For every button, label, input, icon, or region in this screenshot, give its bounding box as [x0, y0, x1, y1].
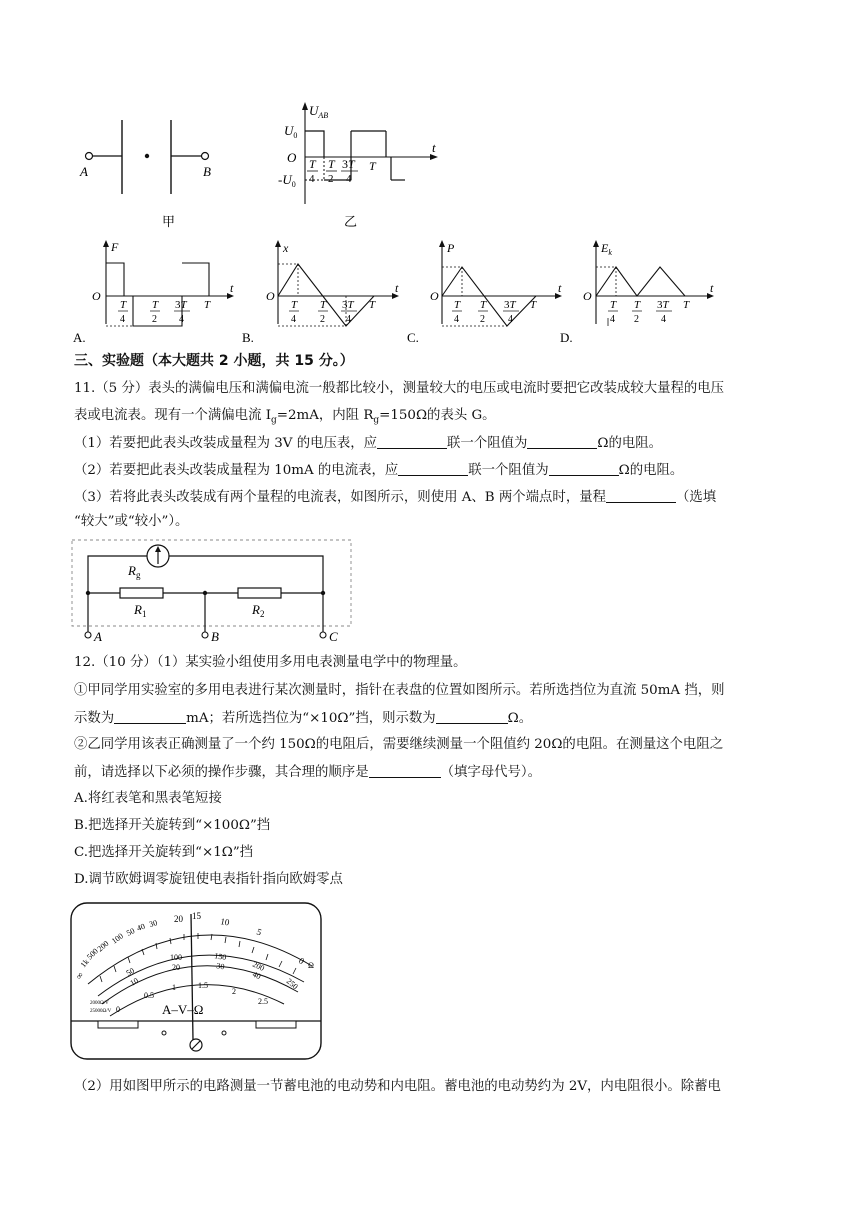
- mid-50: 50: [124, 965, 136, 978]
- option-d-t: t: [710, 281, 714, 295]
- ohm-5: 5: [255, 926, 263, 938]
- yi-pos-level: $U_0$: [284, 123, 298, 140]
- ohm-30: 30: [148, 918, 159, 929]
- option-d-tick1: T: [610, 299, 617, 311]
- option-b-tick1: T: [291, 299, 298, 311]
- answer-blank[interactable]: [377, 434, 447, 449]
- option-b-tick3-den: 4: [346, 314, 351, 325]
- ohm-1k: 1k: [78, 957, 91, 970]
- q11-intro-2: 表或电流表。现有一个满偏电流 $I_g=2mA$，内阻 $R_g=150\Omega$的表头 G。: [74, 408, 496, 426]
- yi-neg-level: $-U_0$: [278, 172, 296, 189]
- q11-part3: （3）若将此表头改装成有两个量程的电流表，如图所示，则使用 A、B 两个端点时，量程 （选填: [74, 490, 717, 505]
- answer-blank[interactable]: [114, 709, 186, 724]
- option-d-tick2-den: 2: [634, 314, 639, 325]
- option-b-t: t: [395, 281, 399, 295]
- option-c-tick4: T: [530, 299, 537, 311]
- ohm-200: 200: [95, 938, 111, 954]
- choice-b: B.把选择开关旋转到“×100Ω”挡: [74, 818, 271, 833]
- r2-label: $R_2$: [252, 602, 265, 619]
- ohm-100: 100: [109, 931, 125, 946]
- yi-y-axis: $U_{AB}$: [309, 103, 329, 120]
- option-d-tick2: T: [634, 299, 641, 311]
- terminal-c-label: C: [329, 629, 338, 644]
- option-a-tick1: T: [120, 299, 127, 311]
- ohm-symbol: Ω: [308, 961, 314, 970]
- section-heading: 三、实验题（本大题共 2 小题，共 15 分。）: [74, 353, 354, 369]
- option-c-tick3: 3T: [504, 299, 516, 311]
- terminal-a-label: A: [94, 629, 102, 644]
- q12-s2-line1: ②乙同学用该表正确测量了一个约 150Ω的电阻后，需要继续测量一个阻值约 20Ω的电阻。在测量这个电阻之: [74, 737, 724, 752]
- option-c-tick2-den: 2: [480, 314, 485, 325]
- answer-blank[interactable]: [527, 434, 597, 449]
- answer-blank[interactable]: [549, 461, 619, 476]
- option-d-y-axis: $E_k$: [601, 241, 612, 257]
- option-a-y-axis: F: [111, 240, 119, 254]
- choice-d: D.调节欧姆调零旋钮使电表指针指向欧姆零点: [74, 872, 343, 887]
- mid-100: 100: [170, 953, 182, 962]
- ohm-inf: ∞: [73, 970, 86, 982]
- option-c-letter: C.: [407, 330, 419, 345]
- ohm-0: 0: [296, 955, 307, 967]
- ohm-10: 10: [219, 916, 231, 928]
- q12-intro: 12.（10 分）（1）某实验小组使用多用电表测量电学中的物理量。: [74, 655, 467, 670]
- yi-tick-t4-den: 4: [309, 173, 315, 185]
- low-20: 20: [172, 963, 180, 972]
- option-b-letter: B.: [242, 330, 254, 345]
- r1-label: $R_1$: [134, 602, 147, 619]
- mid-250: 250: [284, 976, 300, 992]
- q11-part2: （2）若要把此表头改装成量程为 10mA 的电流表，应 联一个阻值为 Ω的电阻。: [74, 463, 684, 478]
- q11-part3-cont: “较大”或“较小”）。: [74, 514, 189, 529]
- point-a-label: A: [80, 164, 88, 179]
- option-graphs: [70, 236, 730, 348]
- rg-label: $R_g$: [128, 563, 141, 580]
- q11-part1: （1）若要把此表头改装成量程为 3V 的电压表，应 联一个阻值为 Ω的电阻。: [74, 436, 663, 451]
- yi-tick-t2: T: [328, 157, 335, 171]
- yi-x-axis: t: [432, 140, 436, 155]
- answer-blank[interactable]: [398, 461, 468, 476]
- mid-200: 200: [251, 959, 266, 973]
- option-c-tick3-den: 4: [508, 314, 513, 325]
- choice-c: C.把选择开关旋转到“×1Ω”挡: [74, 845, 254, 860]
- option-b-tick2-den: 2: [320, 314, 325, 325]
- inner-0-5: 0.5: [144, 991, 154, 1000]
- low-10: 10: [128, 975, 140, 988]
- option-a-t: t: [230, 281, 234, 295]
- meter-function-label: A–V–Ω: [162, 1002, 204, 1017]
- ohm-50: 50: [125, 926, 137, 938]
- terminal-b-label: B: [211, 629, 219, 644]
- point-b-label: B: [203, 164, 211, 179]
- caption-yi: 乙: [344, 214, 358, 229]
- option-a-tick2-den: 2: [152, 314, 157, 325]
- option-a-tick1-den: 4: [120, 314, 125, 325]
- option-b-tick3: 3T: [342, 299, 354, 311]
- option-a-letter: A.: [73, 330, 86, 345]
- yi-tick-3t4-den: 4: [346, 173, 352, 185]
- spec-2: 25000Ω/V: [90, 1009, 112, 1014]
- q12-s1-line1: ①甲同学用实验室的多用电表进行某次测量时，指针在表盘的位置如图所示。若所选挡位为直流 50mA 挡，则: [74, 683, 725, 698]
- mid-150: 150: [213, 951, 228, 963]
- q12-s1-line2: 示数为 mA；若所选挡位为“×10Ω”挡，则示数为 Ω。: [74, 711, 533, 726]
- option-d-letter: D.: [560, 330, 573, 345]
- option-c-tick1: T: [454, 299, 461, 311]
- option-d-tick1-den: 4: [610, 314, 615, 325]
- figure-yi: [278, 100, 448, 240]
- inner-1-5: 1.5: [198, 981, 208, 990]
- yi-tick-t4: T: [309, 157, 316, 171]
- option-c-o: O: [430, 289, 439, 303]
- inner-2-5: 2.5: [258, 997, 268, 1006]
- spec-1: 2000Ω/V: [90, 1001, 109, 1006]
- ohm-20: 20: [174, 914, 183, 924]
- low-40: 40: [251, 969, 263, 982]
- figure-jia: [74, 110, 234, 240]
- answer-blank[interactable]: [606, 488, 676, 503]
- option-a-o: O: [92, 289, 101, 303]
- q12-s2-line2: 前，请选择以下必须的操作步骤，其合理的顺序是 （填字母代号）。: [74, 765, 542, 780]
- option-a-tick3-den: 4: [179, 314, 184, 325]
- option-b-tick4: T: [369, 299, 376, 311]
- ohm-15: 15: [192, 911, 201, 921]
- option-b-y-axis: x: [283, 241, 289, 255]
- option-c-y-axis: P: [447, 241, 455, 255]
- option-c-tick2: T: [480, 299, 487, 311]
- option-a-tick3: 3T: [175, 299, 187, 311]
- choice-a: A.将红表笔和黑表笔短接: [74, 791, 222, 806]
- low-30: 30: [215, 961, 226, 972]
- ohm-500: 500: [85, 946, 100, 962]
- option-b-tick2: T: [320, 299, 327, 311]
- option-d-o: O: [583, 289, 592, 303]
- option-b-o: O: [266, 289, 275, 303]
- answer-blank[interactable]: [369, 763, 441, 778]
- inner-0: 0: [116, 1005, 120, 1014]
- inner-1: 1: [172, 983, 176, 992]
- option-d-tick4: T: [683, 299, 690, 311]
- ohm-40: 40: [135, 921, 147, 933]
- option-d-tick3-den: 4: [661, 314, 666, 325]
- option-a-tick2: T: [152, 299, 159, 311]
- yi-origin: O: [287, 150, 297, 165]
- yi-tick-3t4: 3T: [342, 157, 355, 171]
- caption-jia: 甲: [162, 214, 176, 229]
- multimeter-dial: [70, 900, 324, 1062]
- yi-tick-t: T: [369, 159, 376, 173]
- option-a-tick4: T: [204, 299, 211, 311]
- option-d-tick3: 3T: [657, 299, 669, 311]
- option-b-tick1-den: 4: [291, 314, 296, 325]
- yi-tick-t2-den: 2: [328, 173, 334, 185]
- option-c-tick1-den: 4: [454, 314, 459, 325]
- q11-circuit: [70, 538, 360, 646]
- answer-blank[interactable]: [436, 709, 508, 724]
- inner-2: 2: [232, 987, 236, 996]
- option-c-t: t: [558, 281, 562, 295]
- q11-intro-1: 11.（5 分）表头的满偏电压和满偏电流一般都比较小，测量较大的电压或电流时要把它改装成较大量程的电压: [74, 381, 725, 396]
- q12-part2: （2）用如图甲所示的电路测量一节蓄电池的电动势和内电阻。蓄电池的电动势约为 2V，内电阻很小。除蓄电: [74, 1079, 721, 1094]
